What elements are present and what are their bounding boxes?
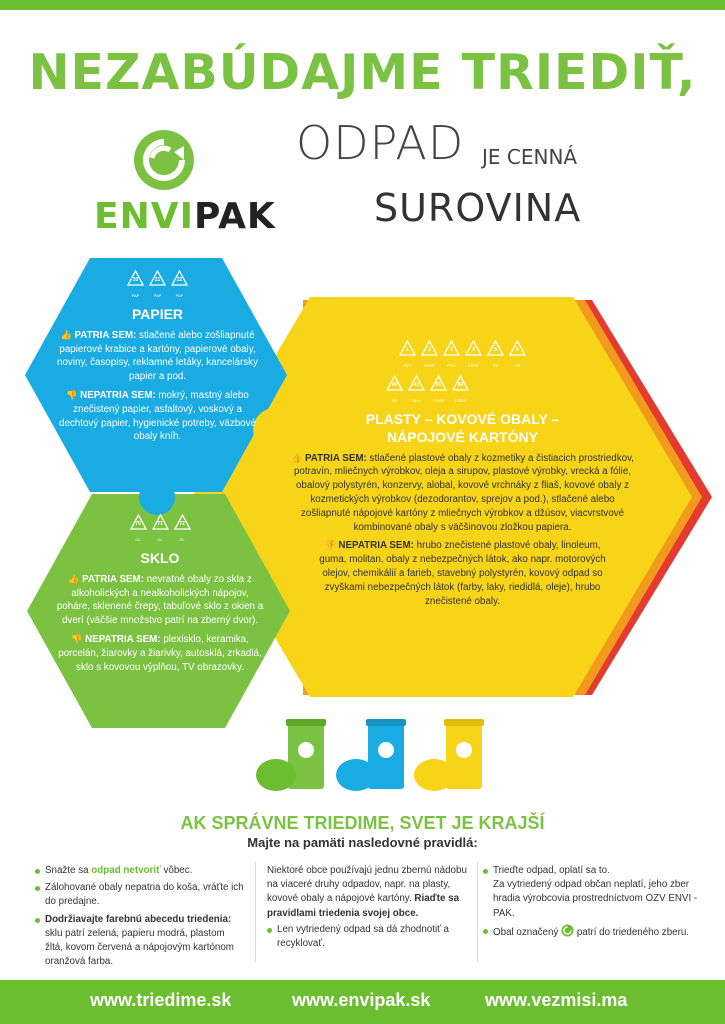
recycle-code-icon: 3: [443, 340, 460, 357]
yellow-bag-icon: [414, 759, 454, 791]
rule-paragraph: Niektoré obce používajú jednu zbernú nádobu na viaceré druhy odpadov, napr. na plasty, kovové obaly a nápojové kartóny. Riaďte sa pravidlami triedenia svojej obce.: [267, 865, 467, 919]
thumbs-up-icon: 👍: [68, 573, 80, 584]
papier-code-labels: PAP PAP PAP: [131, 293, 184, 298]
sklo-code-labels: GL GL GL: [135, 537, 185, 542]
plasty-yes: 👍 PATRIA SEM: stlačené plastové obaly z kozmetiky a čistiacich prostriedkov, potravín, mliečnych výrobkov, oleja a sirupov, plastové výrobky, vrecká a fólie, obalový polystyrén, konzervy, alobal, kovové vrchnáky z fliaš, kovové obaly z kozmetických výrobkov (dezodorantov, sprejov a pod.), stlačené alebo zošliapnuté nápojové kartóny z mliečnych výrobkov a džúsov, viacvrstvové kombinované obaly s väčšinovou zložkou papiera.: [290, 452, 634, 533]
recycle-code-icon: 6: [509, 340, 526, 357]
plasty-panel: [290, 340, 635, 613]
rule-item: Trieďte odpad, oplatí sa to. Za vytriedený odpad občan neplatí, jeho zber hradia výrobcovia prostredníctvom OZV ENVI - PAK.: [483, 864, 698, 921]
papier-codes: [55, 270, 260, 287]
column-divider: [255, 862, 256, 962]
link-triedime[interactable]: www.triedime.sk: [90, 990, 232, 1010]
rule-item: Len vytriedený odpad sa dá zhodnotiť a recyklovať.: [267, 923, 472, 951]
recycle-code-icon: 81: [430, 375, 447, 392]
link-vezmisi[interactable]: www.vezmisi.ma: [485, 990, 628, 1010]
slogan: AK SPRÁVNE TRIEDIME, SVET JE KRAJŠÍ: [180, 813, 545, 833]
plasty-codes-row2: [290, 375, 565, 392]
logo-pak: PAK: [193, 196, 276, 237]
thumbs-down-icon: 👎: [66, 389, 78, 400]
recycle-code-icon: 41: [408, 375, 425, 392]
thumbs-up-icon: 👍: [290, 452, 303, 463]
sklo-panel: [55, 514, 265, 679]
recycle-code-icon: 71: [152, 514, 169, 531]
recycle-code-icon: 21: [149, 270, 166, 287]
sklo-codes: [55, 514, 265, 531]
headline: NEZABÚDAJME TRIEDIŤ,: [28, 44, 697, 101]
link-envipak[interactable]: www.envipak.sk: [292, 990, 431, 1010]
headline-surovina: SUROVINA: [374, 186, 582, 230]
recycle-code-icon: 20: [127, 270, 144, 287]
rule-item: Zálohované obaly nepatria do koša, vráťte ich do predajne.: [35, 881, 245, 909]
rule-item: Obal označený patrí do triedeného zberu.: [483, 924, 698, 940]
plasty-title: PLASTY – KOVOVÉ OBALY – NÁPOJOVÉ KARTÓNY: [365, 410, 560, 445]
sklo-title: SKLO: [140, 549, 180, 566]
thumbs-up-icon: 👍: [60, 329, 72, 340]
plasty-codes-row1: [290, 340, 635, 357]
green-dot-icon: [561, 924, 574, 937]
papier-no: 👎 NEPATRIA SEM: mokrý, mastný alebo znečistený papier, asfaltový, voskový a dechtový papier, hygienické potreby, väzbové obaly kníh.: [59, 389, 256, 443]
blue-bag-icon: [336, 759, 376, 791]
papier-yes: 👍 PATRIA SEM: stlačené alebo zošliapnuté papierové krabice a kartóny, papierové obaly, noviny, časopisy, reklamné letáky, kancelársky papier a pod.: [57, 329, 258, 383]
sklo-yes: 👍 PATRIA SEM: nevratné obaly zo skla z alkoholických a nealkoholických nápojov, poháre, sklenené črepy, tabuľové sklo z okien a dverí (väčšie množstvo patrí na zberný dvor).: [56, 573, 264, 627]
recycle-code-icon: 70: [130, 514, 147, 531]
footer-bar: [0, 980, 725, 1024]
recycle-code-icon: 4: [465, 340, 482, 357]
thumbs-down-icon: 👎: [324, 540, 336, 551]
column-divider: [477, 862, 478, 962]
recycle-code-icon: 22: [171, 270, 188, 287]
recycle-code-icon: 5: [487, 340, 504, 357]
recycle-code-icon: 1: [399, 340, 416, 357]
rules-column-1: [35, 864, 245, 972]
logo-envi: ENVI: [94, 196, 194, 237]
recycle-code-icon: 2: [421, 340, 438, 357]
recycle-code-icon: 72: [174, 514, 191, 531]
recycle-code-icon: 40: [386, 375, 403, 392]
rule-item: Snažte sa odpad netvoriť vôbec.: [35, 864, 245, 878]
green-bag-icon: [256, 759, 296, 791]
recycle-code-icon: 84: [452, 375, 469, 392]
plasty-code-labels-row2: FE ALU C/PAP C/PAP: [391, 397, 467, 403]
recycling-bins-illustration: [250, 715, 490, 795]
plasty-code-labels-row1: PET HDPE PVC LDPE PP PS: [403, 363, 521, 368]
rules-subtitle: Majte na pamäti nasledovné pravidlá:: [247, 835, 478, 850]
rules-column-2: [267, 864, 472, 954]
rules-column-3: [483, 864, 698, 943]
plasty-no: 👎 NEPATRIA SEM: hrubo znečistené plastové obaly, linoleum, guma, molitan, obaly z nebezpečných látok, ako napr. motorových olejov, chemikálií a farieb, stavebný polystyrén, kovový odpad so zvyškami nebezpečných látok (farby, laky, riedidlá, oleje), hrubo znečistené obaly.: [319, 540, 606, 607]
sklo-no: 👎 NEPATRIA SEM: plexisklo, keramika, porcelán, žiarovky a žiarivky, autosklá, zrkadlá, sklo s kovovou výplňou, TV obrazovky.: [58, 633, 262, 673]
headline-je-cenna: JE CENNÁ: [482, 145, 578, 169]
thumbs-down-icon: 👎: [71, 633, 83, 644]
papier-title: PAPIER: [131, 305, 184, 322]
papier-panel: [55, 270, 260, 449]
headline-odpad: ODPAD: [296, 116, 465, 170]
puzzle-knob-blue: [139, 479, 175, 515]
rule-item: Dodržiavajte farebnú abecedu triedenia: sklu patrí zelená, papieru modrá, plastom žltá, kovom červená a nápojovým kartónom oranžová farba.: [35, 913, 245, 970]
